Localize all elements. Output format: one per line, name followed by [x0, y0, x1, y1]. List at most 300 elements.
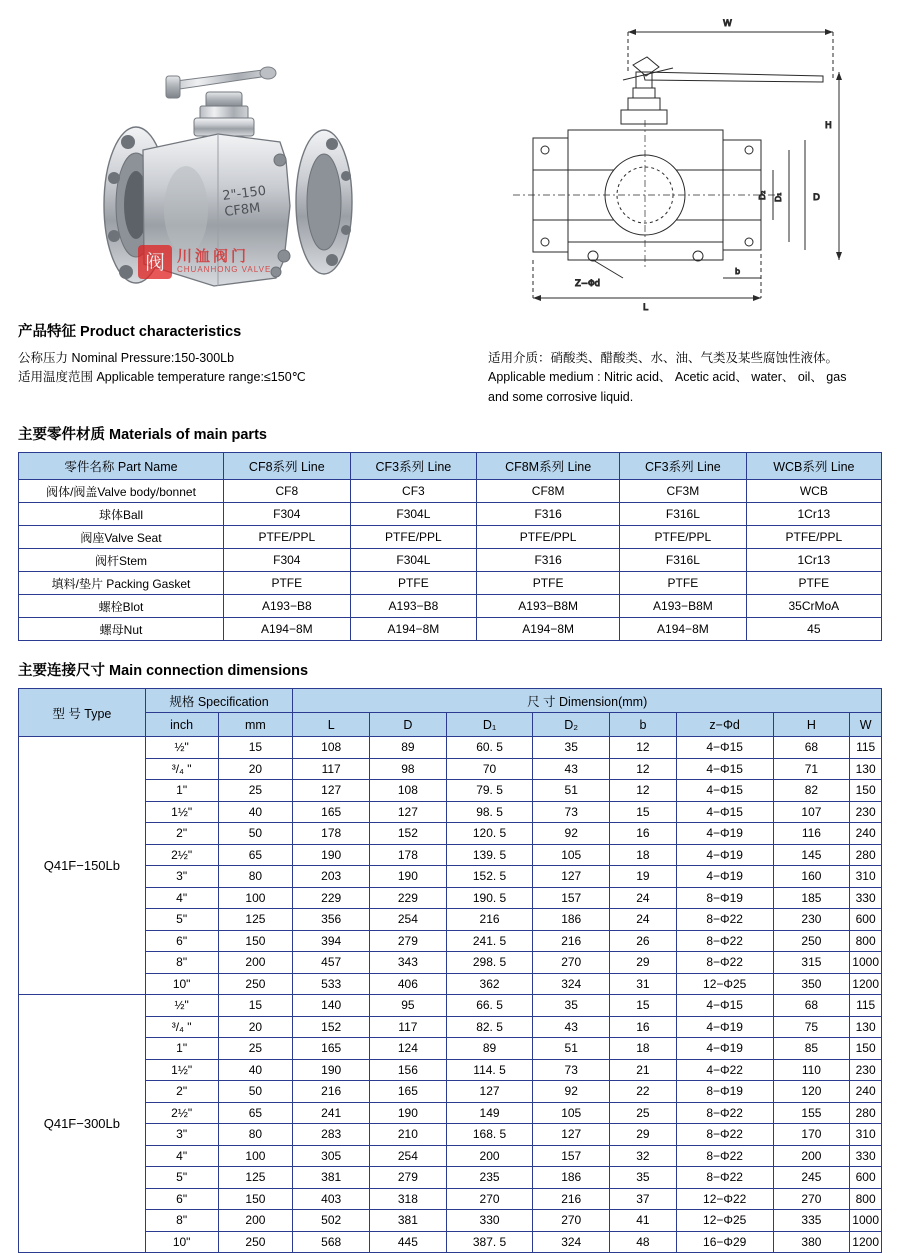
dim-cell: 79. 5 [446, 780, 533, 802]
dim-cell: 120. 5 [446, 823, 533, 845]
dim-cell: 245 [773, 1167, 850, 1189]
materials-cell: PTFE [350, 572, 477, 595]
table-row [19, 595, 882, 618]
dim-cell: 5" [145, 909, 218, 931]
svg-text:L: L [643, 303, 649, 313]
characteristics-title-en: Product characteristics [80, 324, 242, 340]
dim-cell: ³/₄ " [145, 1016, 218, 1038]
dim-cell: 89 [446, 1038, 533, 1060]
dim-cell: 165 [293, 801, 370, 823]
dimensions-header-type: 型 号 Type [19, 689, 146, 737]
dim-cell: 4−Φ15 [676, 801, 773, 823]
dim-cell: 68 [773, 737, 850, 759]
dim-cell: 12 [610, 758, 677, 780]
applicable-medium-en-1: Applicable medium : Nitric acid、 Acetic acid、 water、 oil、 gas [488, 370, 847, 385]
dimensions-header-spec: 规格 Specification [145, 689, 293, 713]
dim-cell: 178 [293, 823, 370, 845]
dim-cell: 130 [850, 758, 882, 780]
dim-cell: 4−Φ15 [676, 995, 773, 1017]
materials-cell: F316 [477, 549, 620, 572]
dim-cell: 114. 5 [446, 1059, 533, 1081]
dim-cell: 25 [218, 1038, 293, 1060]
table-row [19, 995, 882, 1017]
table-row [19, 801, 882, 823]
dim-cell: 229 [370, 887, 447, 909]
dim-cell: 203 [293, 866, 370, 888]
dim-cell: 24 [610, 909, 677, 931]
dim-cell: 125 [218, 1167, 293, 1189]
characteristics-right [488, 349, 882, 407]
dim-cell: 8−Φ22 [676, 952, 773, 974]
dim-cell: 362 [446, 973, 533, 995]
dim-cell: 43 [533, 758, 610, 780]
materials-cell: 1Cr13 [746, 549, 881, 572]
dim-cell: 125 [218, 909, 293, 931]
dim-cell: 35 [533, 995, 610, 1017]
watermark-logo-icon: 阀 [138, 245, 172, 279]
dim-cell: 150 [850, 1038, 882, 1060]
dim-cell: 280 [850, 1102, 882, 1124]
dim-cell: 305 [293, 1145, 370, 1167]
watermark-en: CHUANHONG VALVE [177, 264, 272, 274]
dim-cell: 4−Φ19 [676, 866, 773, 888]
materials-header-part: 零件名称 Part Name [19, 453, 224, 480]
dim-cell: 1" [145, 780, 218, 802]
materials-cell: A193−B8M [620, 595, 747, 618]
dim-cell: 50 [218, 1081, 293, 1103]
dim-cell: 216 [293, 1081, 370, 1103]
dim-cell: 43 [533, 1016, 610, 1038]
dim-cell: 280 [850, 844, 882, 866]
materials-title-en: Materials of main parts [109, 427, 267, 444]
dim-cell: 12 [610, 780, 677, 802]
dimensions-subheader-d1: D₁ [446, 713, 533, 737]
materials-cell: CF3 [350, 480, 477, 503]
dimensions-title-en: Main connection dimensions [109, 663, 309, 680]
table-row [19, 572, 882, 595]
dim-cell: ³/₄ " [145, 758, 218, 780]
dim-cell: 1½" [145, 1059, 218, 1081]
dim-cell: 381 [370, 1210, 447, 1232]
dim-cell: 29 [610, 1124, 677, 1146]
dim-cell: 210 [370, 1124, 447, 1146]
materials-cell: PTFE [620, 572, 747, 595]
dim-cell: 1200 [850, 973, 882, 995]
svg-text:D₁: D₁ [774, 192, 783, 202]
characteristics-left [18, 349, 488, 407]
dim-cell: 15 [610, 801, 677, 823]
table-row [19, 844, 882, 866]
dim-cell: 254 [370, 909, 447, 931]
dim-cell: 37 [610, 1188, 677, 1210]
dim-cell: 190. 5 [446, 887, 533, 909]
dim-cell: 200 [446, 1145, 533, 1167]
dim-cell: 230 [850, 1059, 882, 1081]
dim-cell: 230 [850, 801, 882, 823]
table-row [19, 1038, 882, 1060]
materials-part-name: 螺母Nut [19, 618, 224, 641]
table-row [19, 1167, 882, 1189]
materials-cell: 1Cr13 [746, 503, 881, 526]
materials-cell: A194−8M [350, 618, 477, 641]
dim-cell: 1000 [850, 1210, 882, 1232]
watermark-cn: 川洫阀门 [177, 248, 250, 266]
materials-header-row [19, 453, 882, 480]
dim-cell: 115 [850, 737, 882, 759]
materials-body [19, 480, 882, 641]
dim-cell: 190 [370, 866, 447, 888]
table-row [19, 1124, 882, 1146]
dim-cell: 800 [850, 1188, 882, 1210]
materials-cell: A194−8M [620, 618, 747, 641]
dim-cell: 26 [610, 930, 677, 952]
dim-cell: 155 [773, 1102, 850, 1124]
materials-cell: PTFE/PPL [477, 526, 620, 549]
dim-cell: 21 [610, 1059, 677, 1081]
materials-cell: WCB [746, 480, 881, 503]
materials-part-name: 阀座Valve Seat [19, 526, 224, 549]
dim-cell: 80 [218, 1124, 293, 1146]
product-images [0, 0, 900, 320]
materials-cell: F304 [224, 503, 351, 526]
dimensions-subheader-mm: mm [218, 713, 293, 737]
dim-cell: 394 [293, 930, 370, 952]
dim-cell: 156 [370, 1059, 447, 1081]
table-row [19, 1059, 882, 1081]
dim-cell: 250 [218, 1231, 293, 1253]
dim-cell: 75 [773, 1016, 850, 1038]
table-row [19, 737, 882, 759]
dim-cell: 40 [218, 1059, 293, 1081]
materials-part-name: 阀杆Stem [19, 549, 224, 572]
dim-cell: 127 [533, 1124, 610, 1146]
dim-cell: 48 [610, 1231, 677, 1253]
temperature-range: 适用温度范围 Applicable temperature range:≤150℃ [18, 370, 306, 385]
dim-cell: 8" [145, 952, 218, 974]
dimensions-type-150lb: Q41F−150Lb [19, 737, 146, 995]
dim-cell: 127 [293, 780, 370, 802]
svg-text:H: H [825, 121, 832, 131]
materials-title [18, 423, 900, 444]
dim-cell: 216 [446, 909, 533, 931]
dim-cell: 105 [533, 844, 610, 866]
materials-cell: CF3M [620, 480, 747, 503]
dim-cell: 8−Φ22 [676, 909, 773, 931]
dim-cell: 139. 5 [446, 844, 533, 866]
materials-cell: PTFE/PPL [620, 526, 747, 549]
dim-cell: 600 [850, 909, 882, 931]
table-row [19, 758, 882, 780]
dim-cell: 29 [610, 952, 677, 974]
dim-cell: 3" [145, 1124, 218, 1146]
materials-cell: A194−8M [477, 618, 620, 641]
dim-cell: 8−Φ22 [676, 930, 773, 952]
dim-cell: 60. 5 [446, 737, 533, 759]
dim-cell: 298. 5 [446, 952, 533, 974]
table-row [19, 618, 882, 641]
dim-cell: 31 [610, 973, 677, 995]
dim-cell: 25 [218, 780, 293, 802]
materials-header-cf8: CF8系列 Line [224, 453, 351, 480]
dim-cell: 279 [370, 1167, 447, 1189]
table-row [19, 1231, 882, 1253]
dim-cell: 356 [293, 909, 370, 931]
dim-cell: 8−Φ22 [676, 1124, 773, 1146]
technical-drawing-svg [473, 10, 873, 320]
dim-cell: 15 [218, 737, 293, 759]
dim-cell: 2" [145, 1081, 218, 1103]
dim-cell: 165 [293, 1038, 370, 1060]
dim-cell: 185 [773, 887, 850, 909]
watermark [138, 245, 271, 279]
dim-cell: 160 [773, 866, 850, 888]
dim-cell: 16−Φ29 [676, 1231, 773, 1253]
dim-cell: 380 [773, 1231, 850, 1253]
dim-cell: 98 [370, 758, 447, 780]
dim-cell: 229 [293, 887, 370, 909]
dim-cell: 150 [218, 1188, 293, 1210]
dim-cell: 105 [533, 1102, 610, 1124]
dimensions-body [19, 737, 882, 1253]
materials-title-cn: 主要零件材质 [18, 427, 105, 444]
dimensions-subheader-zd: z−Φd [676, 713, 773, 737]
svg-text:2"-150: 2"-150 [221, 183, 267, 204]
dim-cell: 241. 5 [446, 930, 533, 952]
dim-cell: 19 [610, 866, 677, 888]
dim-cell: 330 [446, 1210, 533, 1232]
dim-cell: 50 [218, 823, 293, 845]
materials-cell: F316L [620, 549, 747, 572]
dim-cell: 22 [610, 1081, 677, 1103]
dimensions-title [18, 659, 900, 680]
dim-cell: 190 [370, 1102, 447, 1124]
dim-cell: 8−Φ22 [676, 1145, 773, 1167]
dim-cell: 92 [533, 1081, 610, 1103]
dim-cell: 12−Φ25 [676, 1210, 773, 1232]
materials-part-name: 螺栓Blot [19, 595, 224, 618]
materials-part-name: 阀体/阀盖Valve body/bonnet [19, 480, 224, 503]
dim-cell: 35 [533, 737, 610, 759]
dim-cell: 152. 5 [446, 866, 533, 888]
dim-cell: 12−Φ25 [676, 973, 773, 995]
dimensions-subheader-b: b [610, 713, 677, 737]
dim-cell: 157 [533, 1145, 610, 1167]
dimensions-table [18, 688, 882, 1253]
table-row [19, 1145, 882, 1167]
dim-cell: 68 [773, 995, 850, 1017]
dim-cell: 170 [773, 1124, 850, 1146]
materials-cell: PTFE [224, 572, 351, 595]
valve-technical-drawing [473, 10, 882, 320]
materials-cell: F316 [477, 503, 620, 526]
dim-cell: 10" [145, 973, 218, 995]
dim-cell: 100 [218, 887, 293, 909]
dimensions-header-row-1 [19, 689, 882, 713]
dim-cell: 16 [610, 1016, 677, 1038]
dim-cell: 98. 5 [446, 801, 533, 823]
dim-cell: 124 [370, 1038, 447, 1060]
dim-cell: 568 [293, 1231, 370, 1253]
dim-cell: 127 [533, 866, 610, 888]
dimensions-subheader-inch: inch [145, 713, 218, 737]
applicable-medium-en-2: and some corrosive liquid. [488, 389, 634, 404]
dim-cell: 152 [293, 1016, 370, 1038]
svg-text:Z−Φd: Z−Φd [575, 279, 601, 289]
materials-header-cf8m: CF8M系列 Line [477, 453, 620, 480]
dim-cell: 381 [293, 1167, 370, 1189]
dim-cell: 8−Φ19 [676, 1081, 773, 1103]
dim-cell: 324 [533, 1231, 610, 1253]
dim-cell: 127 [446, 1081, 533, 1103]
materials-cell: A193−B8 [224, 595, 351, 618]
dim-cell: 10" [145, 1231, 218, 1253]
materials-cell: PTFE/PPL [350, 526, 477, 549]
characteristics-title-cn: 产品特征 [18, 324, 76, 340]
dim-cell: 150 [850, 780, 882, 802]
dim-cell: 4−Φ19 [676, 823, 773, 845]
materials-cell: A194−8M [224, 618, 351, 641]
table-row [19, 1081, 882, 1103]
dim-cell: 165 [370, 1081, 447, 1103]
dim-cell: 1½" [145, 801, 218, 823]
materials-cell: 35CrMoA [746, 595, 881, 618]
dim-cell: 4−Φ15 [676, 737, 773, 759]
dim-cell: 445 [370, 1231, 447, 1253]
dimensions-subheader-w: W [850, 713, 882, 737]
valve-photo [18, 10, 473, 320]
table-row [19, 549, 882, 572]
dim-cell: 800 [850, 930, 882, 952]
materials-cell: PTFE [477, 572, 620, 595]
characteristics-title [18, 320, 900, 341]
dim-cell: 140 [293, 995, 370, 1017]
nominal-pressure: 公称压力 Nominal Pressure:150-300Lb [18, 351, 235, 365]
dim-cell: 12 [610, 737, 677, 759]
dim-cell: 108 [293, 737, 370, 759]
dim-cell: 25 [610, 1102, 677, 1124]
dim-cell: 216 [533, 1188, 610, 1210]
table-row [19, 952, 882, 974]
dim-cell: 406 [370, 973, 447, 995]
dim-cell: 600 [850, 1167, 882, 1189]
dim-cell: 89 [370, 737, 447, 759]
materials-cell: F304L [350, 549, 477, 572]
dimensions-type-300lb: Q41F−300Lb [19, 995, 146, 1253]
dim-cell: 2" [145, 823, 218, 845]
dim-cell: 71 [773, 758, 850, 780]
dim-cell: 150 [218, 930, 293, 952]
dim-cell: 157 [533, 887, 610, 909]
table-row [19, 526, 882, 549]
dim-cell: 85 [773, 1038, 850, 1060]
dim-cell: 270 [533, 952, 610, 974]
dim-cell: 20 [218, 1016, 293, 1038]
dim-cell: 70 [446, 758, 533, 780]
dim-cell: 6" [145, 930, 218, 952]
table-row [19, 1188, 882, 1210]
dim-cell: 200 [773, 1145, 850, 1167]
materials-cell: F316L [620, 503, 747, 526]
dim-cell: 117 [293, 758, 370, 780]
dim-cell: 15 [610, 995, 677, 1017]
table-row [19, 1210, 882, 1232]
dim-cell: 73 [533, 801, 610, 823]
dim-cell: 250 [218, 973, 293, 995]
dim-cell: 330 [850, 887, 882, 909]
dim-cell: 270 [773, 1188, 850, 1210]
dim-cell: 8−Φ19 [676, 887, 773, 909]
dim-cell: 1000 [850, 952, 882, 974]
dimensions-subheader-d2: D₂ [533, 713, 610, 737]
svg-text:D: D [813, 193, 820, 203]
dim-cell: 92 [533, 823, 610, 845]
dim-cell: 315 [773, 952, 850, 974]
dim-cell: 178 [370, 844, 447, 866]
dim-cell: 40 [218, 801, 293, 823]
dim-cell: 350 [773, 973, 850, 995]
dim-cell: 15 [218, 995, 293, 1017]
dimensions-subheader-d: D [370, 713, 447, 737]
dim-cell: 41 [610, 1210, 677, 1232]
dim-cell: ½" [145, 995, 218, 1017]
dim-cell: ½" [145, 737, 218, 759]
dim-cell: 270 [533, 1210, 610, 1232]
dim-cell: 1" [145, 1038, 218, 1060]
dim-cell: 230 [773, 909, 850, 931]
dim-cell: 117 [370, 1016, 447, 1038]
dimensions-header-dim: 尺 寸 Dimension(mm) [293, 689, 882, 713]
table-row [19, 909, 882, 931]
dim-cell: 186 [533, 909, 610, 931]
dim-cell: 240 [850, 823, 882, 845]
dim-cell: 12−Φ22 [676, 1188, 773, 1210]
dim-cell: 8" [145, 1210, 218, 1232]
dim-cell: 16 [610, 823, 677, 845]
materials-cell: CF8M [477, 480, 620, 503]
dim-cell: 310 [850, 1124, 882, 1146]
dim-cell: 240 [850, 1081, 882, 1103]
materials-cell: A193−B8 [350, 595, 477, 618]
dim-cell: 235 [446, 1167, 533, 1189]
dim-cell: 149 [446, 1102, 533, 1124]
dim-cell: 4−Φ15 [676, 758, 773, 780]
dim-cell: 18 [610, 844, 677, 866]
table-row [19, 823, 882, 845]
dim-cell: 4−Φ22 [676, 1059, 773, 1081]
materials-header-cf3m: CF3系列 Line [620, 453, 747, 480]
materials-cell: F304L [350, 503, 477, 526]
dim-cell: 4" [145, 887, 218, 909]
dim-cell: 130 [850, 1016, 882, 1038]
dim-cell: 403 [293, 1188, 370, 1210]
dimensions-title-cn: 主要连接尺寸 [18, 663, 105, 680]
dim-cell: 51 [533, 780, 610, 802]
dim-cell: 330 [850, 1145, 882, 1167]
dim-cell: 120 [773, 1081, 850, 1103]
dim-cell: 4−Φ19 [676, 1016, 773, 1038]
dim-cell: 32 [610, 1145, 677, 1167]
dim-cell: 387. 5 [446, 1231, 533, 1253]
dim-cell: 200 [218, 1210, 293, 1232]
materials-cell: PTFE/PPL [224, 526, 351, 549]
svg-text:CF8M: CF8M [223, 200, 262, 220]
table-row [19, 480, 882, 503]
dim-cell: 4−Φ19 [676, 1038, 773, 1060]
materials-header-wcb: WCB系列 Line [746, 453, 881, 480]
materials-cell: PTFE/PPL [746, 526, 881, 549]
dim-cell: 24 [610, 887, 677, 909]
dim-cell: 35 [610, 1167, 677, 1189]
